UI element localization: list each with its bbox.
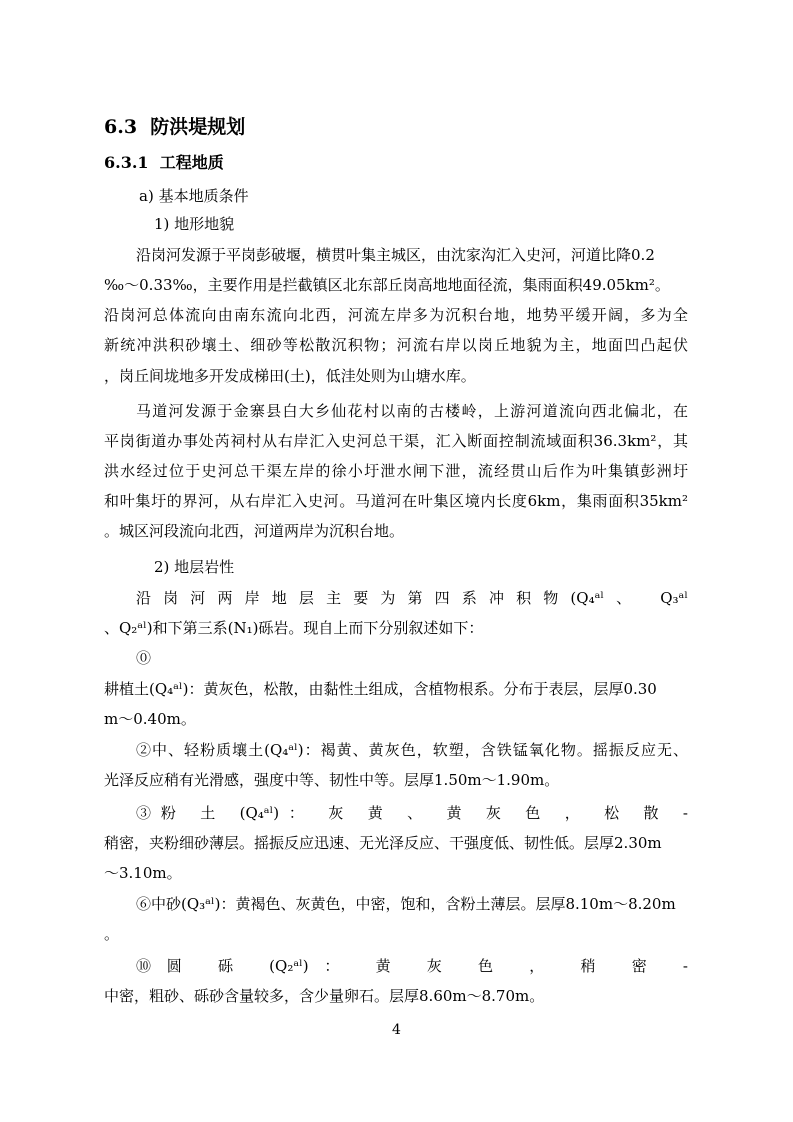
paragraph-line: m～0.40m。 bbox=[104, 710, 196, 728]
subsection-title: 工程地质 bbox=[159, 153, 224, 172]
paragraph-line: 沿岗河两岸地层主要为第四系冲积物(Q₄ᵃˡ、 Q₃ᵃˡ bbox=[136, 589, 688, 607]
paragraph-line: ②中、轻粉质壤土(Q₄ᵃˡ)：褐黄、黄灰色，软塑，含铁锰氧化物。摇振反应无、 bbox=[136, 741, 688, 759]
paragraph-line: 沿岗河总体流向由南东流向北西，河流左岸多为沉积台地，地势平缓开阔，多为全 bbox=[104, 306, 688, 324]
page-number: 4 bbox=[392, 1022, 401, 1038]
paragraph-line: 洪水经过位于史河总干渠左岸的徐小圩泄水闸下泄，流经贯山后作为叶集镇彭洲圩 bbox=[104, 462, 688, 480]
paragraph-line: 马道河发源于金寨县白大乡仙花村以南的古楼岭，上游河道流向西北偏北，在 bbox=[136, 402, 688, 420]
paragraph-line: ⑩圆 砾 (Q₂ᵃˡ)： 黄 灰 色 ， 稍 密 - bbox=[136, 957, 688, 975]
subsection-number: 6.3.1 bbox=[104, 153, 149, 172]
paragraph-line: 。 bbox=[104, 925, 120, 943]
paragraph-line: 、Q₂ᵃˡ)和下第三系(N₁)砾岩。现自上而下分别叙述如下： bbox=[104, 619, 484, 637]
subsection-heading bbox=[104, 150, 224, 173]
section-heading bbox=[104, 112, 245, 139]
paragraph-line: ③粉 土 (Q₄ᵃˡ)： 灰 黄 、 黄 灰 色 ， 松 散 - bbox=[136, 804, 688, 822]
layer-0-marker: ⓪ bbox=[136, 649, 152, 667]
paragraph-line: 光泽反应稍有光滑感，强度中等、韧性中等。层厚1.50m～1.90m。 bbox=[104, 771, 560, 789]
section-title: 防洪堤规划 bbox=[150, 116, 246, 138]
heading-strata: 2) 地层岩性 bbox=[154, 558, 235, 576]
heading-landform: 1) 地形地貌 bbox=[154, 215, 235, 233]
paragraph-line: 和叶集圩的界河，从右岸汇入史河。马道河在叶集区境内长度6km，集雨面积35km² bbox=[104, 492, 688, 510]
paragraph-line: 耕植土(Q₄ᵃˡ)：黄灰色，松散，由黏性土组成，含植物根系。分布于表层，层厚0.30 bbox=[104, 680, 657, 698]
paragraph-line: ‰～0.33‰，主要作用是拦截镇区北东部丘岗高地地面径流，集雨面积49.05km²。 bbox=[104, 276, 670, 294]
section-number: 6.3 bbox=[104, 116, 138, 138]
paragraph-line: 中密，粗砂、砾砂含量较多，含少量卵石。层厚8.60m～8.70m。 bbox=[104, 987, 545, 1005]
heading-basic-conditions: a) 基本地质条件 bbox=[139, 187, 249, 205]
paragraph-line: 稍密，夹粉细砂薄层。摇振反应迅速、无光泽反应、干强度低、韧性低。层厚2.30m bbox=[104, 834, 662, 852]
paragraph-line: 。城区河段流向北西，河道两岸为沉积台地。 bbox=[104, 522, 405, 540]
paragraph-line: 新统冲洪积砂壤土、细砂等松散沉积物；河流右岸以岗丘地貌为主，地面凹凸起伏 bbox=[104, 336, 688, 354]
paragraph-line: ，岗丘间垅地多开发成梯田(土)，低洼处则为山塘水库。 bbox=[104, 367, 476, 385]
paragraph-line: 沿岗河发源于平岗彭破堰，横贯叶集主城区，由沈家沟汇入史河，河道比降0.2 bbox=[136, 246, 655, 264]
paragraph-line: ⑥中砂(Q₃ᵃˡ)：黄褐色、灰黄色，中密，饱和，含粉土薄层。层厚8.10m～8.20m bbox=[136, 895, 676, 913]
paragraph-line: 平岗街道办事处芮祠村从右岸汇入史河总干渠，汇入断面控制流域面积36.3km²，其 bbox=[104, 432, 688, 450]
paragraph-line: ～3.10m。 bbox=[104, 864, 182, 882]
